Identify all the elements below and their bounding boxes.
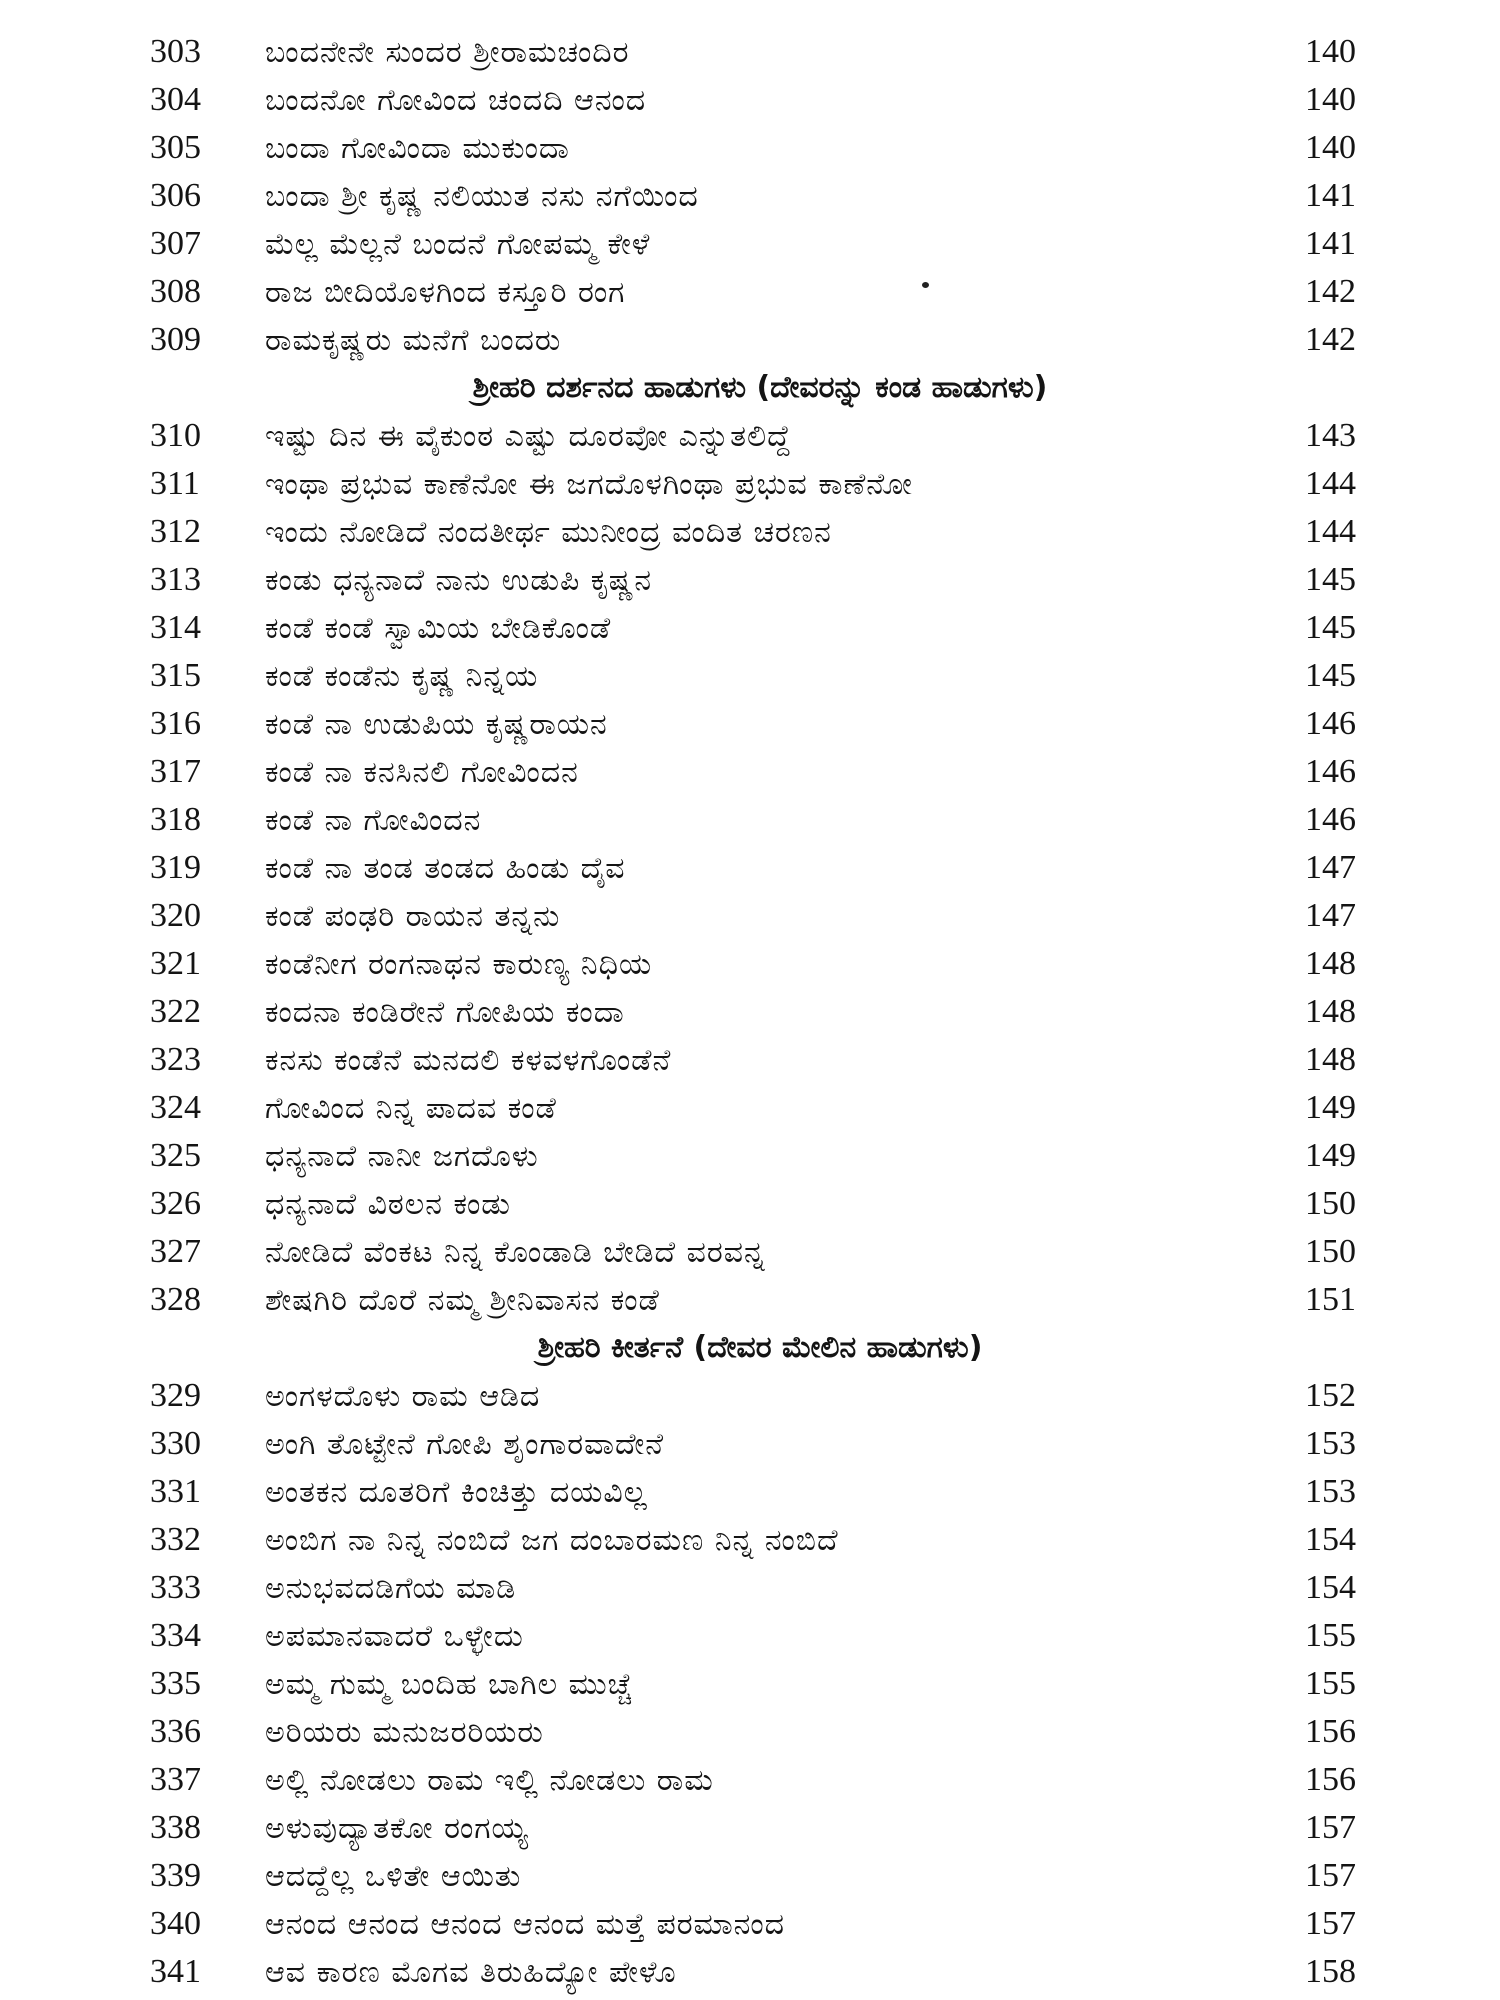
toc-entry [0, 556, 1500, 604]
entry-number: 336 [150, 1713, 201, 1750]
entry-page: 141 [1305, 177, 1356, 214]
entry-title: ಬಂದನೇನೇ ಸುಂದರ ಶ್ರೀರಾಮಚಂದಿರ [265, 35, 630, 70]
entry-number: 310 [150, 417, 201, 454]
entry-page: 155 [1305, 1665, 1356, 1702]
entry-title: ಬಂದಾ ಶ್ರೀ ಕೃಷ್ಣ ನಲಿಯುತ ನಸು ನಗೆಯಿಂದ [265, 179, 699, 214]
entry-number: 316 [150, 705, 201, 742]
entry-page: 149 [1305, 1089, 1356, 1126]
entry-number: 305 [150, 129, 201, 166]
entry-page: 156 [1305, 1713, 1356, 1750]
entry-number: 323 [150, 1041, 201, 1078]
entry-number: 320 [150, 897, 201, 934]
toc-entry [0, 1708, 1500, 1756]
entry-title: ಅರಿಯರು ಮನುಜರರಿಯರು [265, 1715, 544, 1750]
entry-title: ಅಂತಕನ ದೂತರಿಗೆ ಕಿಂಚಿತ್ತು ದಯವಿಲ್ಲ [265, 1475, 648, 1510]
entry-number: 329 [150, 1377, 201, 1414]
entry-number: 331 [150, 1473, 201, 1510]
entry-title: ಆವ ಕಾರಣ ಮೊಗವ ತಿರುಹಿದ್ಯೋ ಪೇಳೊ [265, 1955, 677, 1990]
entry-number: 321 [150, 945, 201, 982]
entry-number: 313 [150, 561, 201, 598]
toc-entry [0, 1132, 1500, 1180]
entry-title: ಅನುಭವದಡಿಗೆಯ ಮಾಡಿ [265, 1571, 517, 1606]
entry-title: ಅಲ್ಲಿ ನೋಡಲು ರಾಮ ಇಲ್ಲಿ ನೋಡಲು ರಾಮ [265, 1763, 714, 1798]
toc-entry [0, 460, 1500, 508]
entry-number: 309 [150, 321, 201, 358]
toc-entry [0, 1372, 1500, 1420]
toc-entry [0, 844, 1500, 892]
entry-number: 334 [150, 1617, 201, 1654]
entry-title: ಅಮ್ಮ ಗುಮ್ಮ ಬಂದಿಹ ಬಾಗಿಲ ಮುಚ್ಚೆ [265, 1667, 634, 1702]
toc-entry [0, 796, 1500, 844]
entry-page: 145 [1305, 561, 1356, 598]
entry-title: ಬಂದಾ ಗೋವಿಂದಾ ಮುಕುಂದಾ [265, 131, 570, 166]
toc-entry [0, 700, 1500, 748]
toc-entry [0, 268, 1500, 316]
entry-title: ರಾಜ ಬೀದಿಯೊಳಗಿಂದ ಕಸ್ತೂರಿ ರಂಗ [265, 275, 626, 310]
toc-entry [0, 1516, 1500, 1564]
entry-title: ಕಂಡೆ ಕಂಡೆನು ಕೃಷ್ಣ ನಿನ್ನಯ [265, 659, 539, 694]
entry-title: ರಾಮಕೃಷ್ಣರು ಮನೆಗೆ ಬಂದರು [265, 323, 562, 358]
toc-entry [0, 1036, 1500, 1084]
toc-entry [0, 1900, 1500, 1948]
toc-entry [0, 652, 1500, 700]
entry-number: 326 [150, 1185, 201, 1222]
entry-title: ಕಂಡೆ ನಾ ಉಡುಪಿಯ ಕೃಷ್ಣರಾಯನ [265, 707, 608, 742]
toc-entry [0, 1948, 1500, 1996]
entry-number: 335 [150, 1665, 201, 1702]
entry-title: ಕಂಡು ಧನ್ಯನಾದೆ ನಾನು ಉಡುಪಿ ಕೃಷ್ಣನ [265, 563, 653, 598]
entry-title: ಮೆಲ್ಲ ಮೆಲ್ಲನೆ ಬಂದನೆ ಗೋಪಮ್ಮ ಕೇಳೆ [265, 227, 651, 262]
entry-title: ಅಂಬಿಗ ನಾ ನಿನ್ನ ನಂಬಿದೆ ಜಗ ದಂಬಾರಮಣ ನಿನ್ನ ನಂಬಿದೆ [265, 1523, 839, 1558]
entry-page: 145 [1305, 609, 1356, 646]
toc-entry [0, 1228, 1500, 1276]
entry-page: 145 [1305, 657, 1356, 694]
entry-title: ಆನಂದ ಆನಂದ ಆನಂದ ಆನಂದ ಮತ್ತೆ ಪರಮಾನಂದ [265, 1907, 786, 1942]
entry-number: 328 [150, 1281, 201, 1318]
entry-page: 146 [1305, 705, 1356, 742]
entry-title: ಇಂದು ನೋಡಿದೆ ನಂದತೀರ್ಥ ಮುನೀಂದ್ರ ವಂದಿತ ಚರಣನ [265, 515, 832, 550]
entry-number: 324 [150, 1089, 201, 1126]
entry-title: ಕಂಡೆ ನಾ ತಂಡ ತಂಡದ ಹಿಂಡು ದೈವ [265, 851, 626, 886]
toc-entry [0, 412, 1500, 460]
entry-page: 144 [1305, 465, 1356, 502]
entry-title: ಇಷ್ಟು ದಿನ ಈ ವೈಕುಂಠ ಎಷ್ಟು ದೂರವೋ ಎನ್ನುತಲಿದ್ದೆ [265, 419, 792, 454]
entry-page: 157 [1305, 1809, 1356, 1846]
entry-title: ಶೇಷಗಿರಿ ದೊರೆ ನಮ್ಮ ಶ್ರೀನಿವಾಸನ ಕಂಡೆ [265, 1283, 660, 1318]
entry-page: 147 [1305, 849, 1356, 886]
entry-number: 315 [150, 657, 201, 694]
entry-number: 339 [150, 1857, 201, 1894]
entry-title: ಧನ್ಯನಾದೆ ವಿಠಲನ ಕಂಡು [265, 1187, 511, 1222]
entry-page: 140 [1305, 81, 1356, 118]
entry-title: ಅಳುವುದ್ಯಾತಕೋ ರಂಗಯ್ಯ [265, 1811, 529, 1846]
toc-entry [0, 124, 1500, 172]
entry-page: 141 [1305, 225, 1356, 262]
entry-title: ಧನ್ಯನಾದೆ ನಾನೀ ಜಗದೊಳು [265, 1139, 539, 1174]
entry-page: 154 [1305, 1569, 1356, 1606]
entry-page: 155 [1305, 1617, 1356, 1654]
entry-number: 318 [150, 801, 201, 838]
toc-entry [0, 1756, 1500, 1804]
toc-entry [0, 1564, 1500, 1612]
section-heading-keertane: ಶ್ರೀಹರಿ ಕೀರ್ತನೆ (ದೇವರ ಮೇಲಿನ ಹಾಡುಗಳು) [537, 1330, 983, 1365]
entry-page: 152 [1305, 1377, 1356, 1414]
entry-page: 158 [1305, 1953, 1356, 1990]
entry-number: 332 [150, 1521, 201, 1558]
entry-page: 150 [1305, 1185, 1356, 1222]
entry-page: 157 [1305, 1857, 1356, 1894]
entry-page: 142 [1305, 273, 1356, 310]
entry-number: 341 [150, 1953, 201, 1990]
entry-page: 154 [1305, 1521, 1356, 1558]
entry-title: ಇಂಥಾ ಪ್ರಭುವ ಕಾಣೆನೋ ಈ ಜಗದೊಳಗಿಂಥಾ ಪ್ರಭುವ ಕಾಣೆನೋ [265, 467, 913, 502]
toc-entry [0, 1276, 1500, 1324]
entry-page: 140 [1305, 129, 1356, 166]
entry-number: 308 [150, 273, 201, 310]
entry-title: ಬಂದನೋ ಗೋವಿಂದ ಚಂದದಿ ಆನಂದ [265, 83, 647, 118]
entry-number: 330 [150, 1425, 201, 1462]
toc-entry [0, 1612, 1500, 1660]
entry-page: 153 [1305, 1425, 1356, 1462]
toc-entry [0, 1804, 1500, 1852]
entry-page: 142 [1305, 321, 1356, 358]
entry-page: 151 [1305, 1281, 1356, 1318]
entry-page: 148 [1305, 945, 1356, 982]
entry-page: 148 [1305, 1041, 1356, 1078]
toc-entry [0, 748, 1500, 796]
toc-entry [0, 892, 1500, 940]
entry-title: ಕಂಡೆ ನಾ ಕನಸಿನಲಿ ಗೋವಿಂದನ [265, 755, 579, 790]
entry-title: ಕಂದನಾ ಕಂಡಿರೇನೆ ಗೋಪಿಯ ಕಂದಾ [265, 995, 625, 1030]
entry-number: 322 [150, 993, 201, 1030]
entry-number: 340 [150, 1905, 201, 1942]
toc-entry [0, 172, 1500, 220]
entry-number: 325 [150, 1137, 201, 1174]
entry-page: 143 [1305, 417, 1356, 454]
entry-page: 147 [1305, 897, 1356, 934]
entry-page: 156 [1305, 1761, 1356, 1798]
entry-number: 337 [150, 1761, 201, 1798]
entry-page: 148 [1305, 993, 1356, 1030]
toc-entry [0, 1852, 1500, 1900]
entry-title: ಕಂಡೆ ನಾ ಗೋವಿಂದನ [265, 803, 482, 838]
toc-entry [0, 76, 1500, 124]
entry-number: 312 [150, 513, 201, 550]
toc-entry [0, 1468, 1500, 1516]
entry-number: 317 [150, 753, 201, 790]
toc-entry [0, 220, 1500, 268]
toc-entry [0, 508, 1500, 556]
entry-page: 146 [1305, 801, 1356, 838]
entry-number: 304 [150, 81, 201, 118]
toc-entry [0, 28, 1500, 76]
entry-title: ಆದದ್ದೆಲ್ಲ ಒಳಿತೇ ಆಯಿತು [265, 1859, 522, 1894]
entry-number: 319 [150, 849, 201, 886]
toc-entry [0, 940, 1500, 988]
entry-title: ಗೋವಿಂದ ನಿನ್ನ ಪಾದವ ಕಂಡೆ [265, 1091, 557, 1126]
entry-number: 327 [150, 1233, 201, 1270]
toc-entry [0, 1660, 1500, 1708]
toc-entry [0, 1420, 1500, 1468]
entry-title: ಅಂಗಳದೊಳು ರಾಮ ಆಡಿದ [265, 1379, 541, 1414]
section-heading-darshana: ಶ್ರೀಹರಿ ದರ್ಶನದ ಹಾಡುಗಳು (ದೇವರನ್ನು ಕಂಡ ಹಾಡುಗಳು) [472, 370, 1048, 405]
toc-entry [0, 1084, 1500, 1132]
toc-entry [0, 316, 1500, 364]
entry-number: 307 [150, 225, 201, 262]
entry-page: 146 [1305, 753, 1356, 790]
entry-title: ಕಂಡೆ ಕಂಡೆ ಸ್ವಾಮಿಯ ಬೇಡಿಕೊಂಡೆ [265, 611, 612, 646]
entry-number: 314 [150, 609, 201, 646]
entry-number: 333 [150, 1569, 201, 1606]
entry-page: 140 [1305, 33, 1356, 70]
entry-title: ಕನಸು ಕಂಡೆನೆ ಮನದಲಿ ಕಳವಳಗೊಂಡೆನೆ [265, 1043, 672, 1078]
entry-page: 149 [1305, 1137, 1356, 1174]
entry-number: 303 [150, 33, 201, 70]
entry-page: 157 [1305, 1905, 1356, 1942]
entry-number: 306 [150, 177, 201, 214]
entry-title: ಕಂಡೆ ಪಂಢರಿ ರಾಯನ ತನ್ನನು [265, 899, 561, 934]
toc-entry [0, 988, 1500, 1036]
entry-number: 311 [150, 465, 200, 502]
entry-page: 153 [1305, 1473, 1356, 1510]
ink-speck [922, 282, 929, 288]
entry-title: ಅಂಗಿ ತೊಟ್ಟೇನೆ ಗೋಪಿ ಶೃಂಗಾರವಾದೇನೆ [265, 1427, 665, 1462]
entry-title: ಕಂಡೆನೀಗ ರಂಗನಾಥನ ಕಾರುಣ್ಯ ನಿಧಿಯ [265, 947, 653, 982]
entry-page: 150 [1305, 1233, 1356, 1270]
entry-title: ನೋಡಿದೆ ವೆಂಕಟ ನಿನ್ನ ಕೊಂಡಾಡಿ ಬೇಡಿದೆ ವರವನ್ನ [265, 1235, 766, 1270]
toc-entry [0, 1180, 1500, 1228]
entry-number: 338 [150, 1809, 201, 1846]
entry-title: ಅಪಮಾನವಾದರೆ ಒಳ್ಳೇದು [265, 1619, 524, 1654]
toc-entry [0, 604, 1500, 652]
entry-page: 144 [1305, 513, 1356, 550]
